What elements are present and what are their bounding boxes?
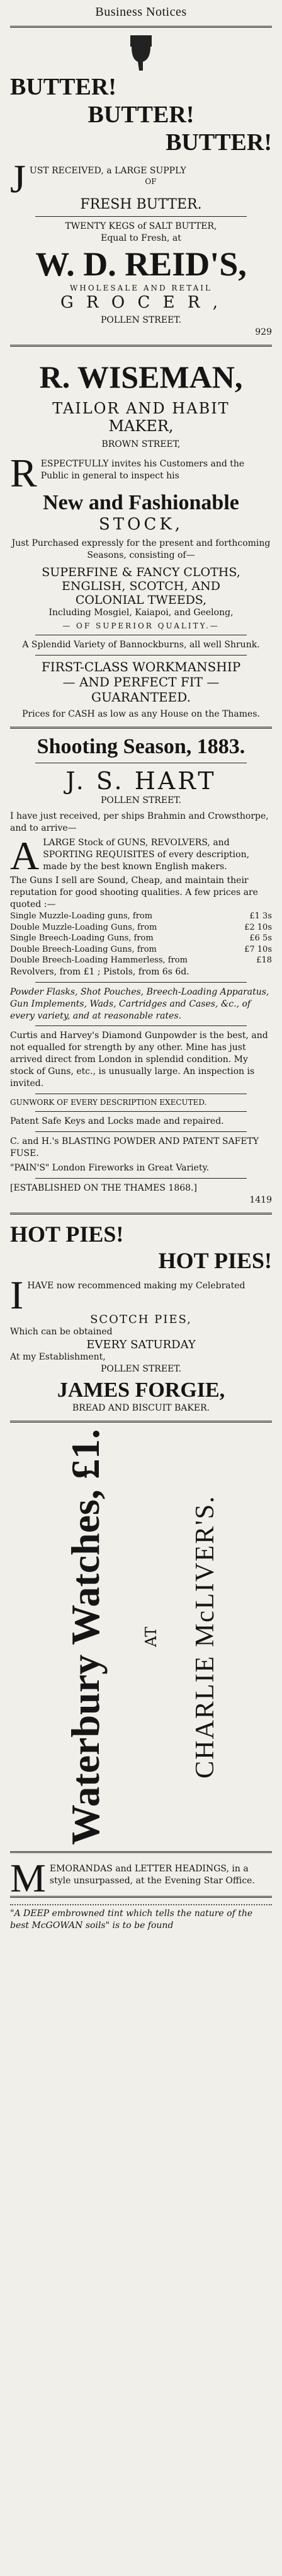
- shooting-name: J. S. HART: [65, 767, 217, 795]
- wiseman-new: New and Fashionable: [43, 491, 239, 515]
- wiseman-maker: MAKER,: [108, 417, 174, 436]
- butter-of: OF: [145, 176, 157, 186]
- price-value: £7 10s: [244, 944, 272, 954]
- price-value: £1 3s: [249, 911, 272, 921]
- price-row: [10, 933, 272, 944]
- wiseman-body: ESPECTFULLY invites his Customers and the Public in general to inspect his: [40, 459, 245, 481]
- drop-cap: I: [10, 1272, 24, 1317]
- wiseman-street: BROWN STREET,: [101, 439, 181, 450]
- price-value: £2 10s: [244, 922, 272, 932]
- watches-at: AT: [142, 1627, 160, 1648]
- pies-name: JAMES FORGIE,: [57, 1378, 225, 1402]
- pies-line-2: HOT PIES!: [158, 1247, 272, 1273]
- divider: [35, 982, 247, 983]
- wiseman-first-class: FIRST-CLASS WORKMANSHIP: [41, 659, 241, 675]
- butter-ad: [10, 34, 272, 338]
- memorandas-text: EMORANDAS and LETTER HEADINGS, in a style unsurpassed, at the Evening Star Office.: [49, 1864, 255, 1886]
- wiseman-stock: STOCK,: [98, 515, 184, 534]
- wiseman-cloths: SUPERFINE & FANCY CLOTHS,: [42, 565, 240, 579]
- shooting-title: Shooting Season, 1883.: [37, 735, 245, 759]
- drop-cap: R: [10, 451, 37, 496]
- price-row: [10, 944, 272, 956]
- divider: [35, 1111, 247, 1112]
- price-row: [10, 911, 272, 922]
- shooting-shipment: I have just received, per ships Brahmin and Crowsthorpe, and to arrive—: [10, 811, 269, 833]
- shooting-curtis: Curtis and Harvey's Diamond Gunpowder is the best, and not equalled for strength by any other. Mine has just arrived direct from London in splendid condition. My stock of Guns, etc., is unusually large. An inspection is invited.: [10, 1031, 268, 1089]
- memorandas-ad: [10, 1856, 272, 1901]
- shooting-established: [ESTABLISHED ON THE THAMES 1868.]: [10, 1183, 197, 1194]
- divider: [35, 216, 247, 217]
- watches-ad: [10, 1429, 272, 1845]
- shooting-fireworks: "PAIN'S" London Fireworks in Great Variety.: [10, 1163, 210, 1174]
- wiseman-bannock: A Splendid Variety of Bannockburns, all well Shrunk.: [22, 640, 260, 650]
- pies-every: EVERY SATURDAY: [86, 1337, 196, 1351]
- shooting-ad: [10, 735, 272, 1206]
- watches-right: CHARLIE McLIVER'S.: [191, 1495, 220, 1779]
- pies-ad: [10, 1221, 272, 1415]
- pies-at: At my Establishment,: [10, 1351, 106, 1362]
- divider: [10, 1851, 272, 1853]
- divider: [10, 26, 272, 28]
- shooting-guns-note: The Guns I sell are Sound, Cheap, and maintain their reputation for good shooting qualities. A few prices are quoted :—: [10, 875, 258, 910]
- newspaper-column: [0, 5, 282, 2576]
- pies-street: POLLEN STREET.: [100, 1363, 182, 1374]
- wiseman-trade: TAILOR AND HABIT: [52, 400, 230, 418]
- butter-reid: W. D. REID'S,: [35, 245, 247, 283]
- butter-line-3: BUTTER!: [166, 129, 272, 156]
- butter-line-1: BUTTER!: [10, 74, 116, 100]
- drop-cap: J: [10, 156, 26, 201]
- wiseman-guaranteed: GUARANTEED.: [91, 690, 191, 705]
- butter-equal: Equal to Fresh, at: [101, 233, 181, 243]
- divider: [10, 1213, 272, 1215]
- divider: [35, 655, 247, 656]
- shooting-revolvers: Revolvers, from £1 ; Pistols, from 6s 6d.: [10, 966, 189, 977]
- shooting-powder-flasks: Powder Flasks, Shot Pouches, Breech-Loading Apparatus, Gun Implements, Wads, Cartridges and Cases, &c., of every variety, and at reasonable rates.: [10, 986, 269, 1021]
- butter-kegs: TWENTY KEGS of SALT BUTTER,: [65, 221, 217, 231]
- wiseman-quality: — OF SUPERIOR QUALITY.—: [62, 621, 220, 630]
- price-row: [10, 955, 272, 966]
- shooting-ref: 1419: [249, 1194, 272, 1205]
- price-value: £6 5s: [249, 933, 272, 944]
- watches-left: Waterbury Watches, £1.: [63, 1429, 108, 1845]
- pointing-hand-icon: [127, 34, 155, 72]
- butter-street: POLLEN STREET.: [100, 315, 182, 326]
- butter-fresh: FRESH BUTTER.: [80, 197, 202, 212]
- section-header: Business Notices: [95, 5, 187, 19]
- divider: [10, 1421, 272, 1423]
- wiseman-purchased: Just Purchased expressly for the present and forthcoming Seasons, consisting of—: [11, 538, 271, 560]
- price-item: Single Breech-Loading Guns, from: [10, 933, 154, 944]
- wiseman-tweeds1: ENGLISH, SCOTCH, AND: [61, 579, 221, 593]
- footer-text: "A DEEP embrowned tint which tells the nature of the best McGOWAN soils" is to be found: [10, 1904, 272, 1932]
- butter-intro: UST RECEIVED, a LARGE SUPPLY: [29, 166, 186, 176]
- wiseman-perfect: — AND PERFECT FIT —: [62, 674, 220, 690]
- shooting-street: POLLEN STREET.: [100, 795, 182, 806]
- wiseman-name: R. WISEMAN,: [39, 359, 243, 395]
- pies-have: HAVE now recommenced making my Celebrated: [27, 1280, 245, 1291]
- drop-cap: M: [10, 1856, 46, 1901]
- divider: [10, 727, 272, 729]
- wiseman-tweeds2: COLONIAL TWEEDS,: [75, 592, 207, 607]
- butter-wholesale: WHOLESALE AND RETAIL: [70, 283, 212, 292]
- divider: [10, 1896, 272, 1898]
- divider: [35, 1131, 247, 1132]
- shooting-stock: LARGE Stock of GUNS, REVOLVERS, and SPORTING REQUISITES of every description, made by the best known English makers.: [43, 837, 250, 872]
- shooting-safe-keys: Patent Safe Keys and Locks made and repaired.: [10, 1116, 224, 1127]
- price-row: [10, 922, 272, 933]
- price-item: Single Muzzle-Loading guns, from: [10, 911, 153, 921]
- pies-obtained: Which can be obtained: [10, 1326, 113, 1337]
- butter-line-2: BUTTER!: [87, 101, 195, 128]
- pies-trade: BREAD AND BISCUIT BAKER.: [72, 1403, 210, 1414]
- price-list: [10, 911, 272, 966]
- price-item: Double Muzzle-Loading Guns, from: [10, 922, 157, 932]
- pies-scotch: SCOTCH PIES,: [90, 1312, 192, 1326]
- divider: [35, 1178, 247, 1179]
- divider: [10, 345, 272, 347]
- price-item: Double Breech-Loading Hammerless, from: [10, 956, 188, 966]
- wiseman-prices: Prices for CASH as low as any House on the Thames.: [22, 709, 260, 720]
- butter-grocer: G R O C E R ,: [60, 293, 222, 313]
- drop-cap: A: [10, 833, 40, 878]
- shooting-gunwork: GUNWORK OF EVERY DESCRIPTION EXECUTED.: [10, 1097, 207, 1107]
- shooting-blasting: C. and H.'s BLASTING POWDER AND PATENT SAFETY FUSE.: [10, 1136, 259, 1159]
- pies-line-1: HOT PIES!: [10, 1221, 124, 1247]
- butter-ref: 929: [255, 327, 272, 338]
- wiseman-ad: [10, 358, 272, 720]
- wiseman-including: Including Mosgiel, Kaiapoi, and Geelong,: [48, 607, 234, 618]
- price-value: £18: [256, 956, 272, 966]
- price-item: Double Breech-Loading Guns, from: [10, 944, 157, 954]
- divider: [35, 1025, 247, 1026]
